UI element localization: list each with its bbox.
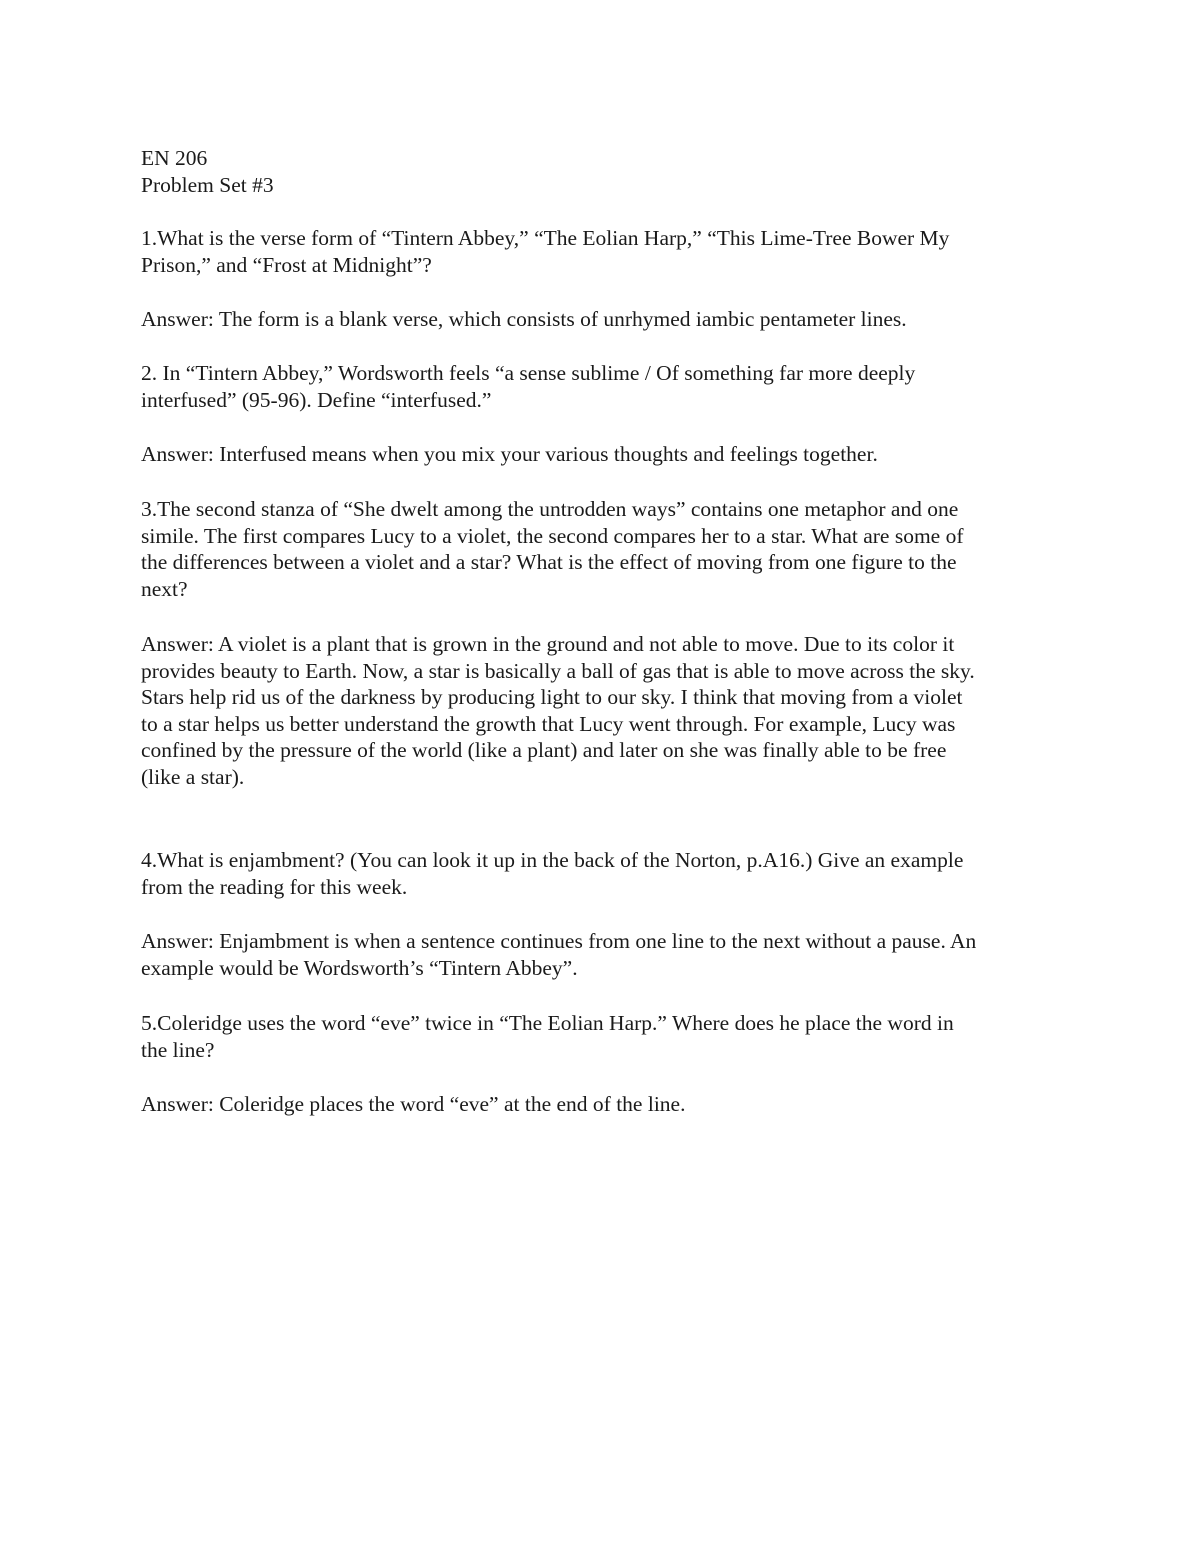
answer-line: Answer: Coleridge places the word “eve” at the end of the line.: [141, 1092, 686, 1116]
question-line: 3.The second stanza of “She dwelt among the untrodden ways” contains one metaphor and one: [141, 497, 959, 521]
answer-line: example would be Wordsworth’s “Tintern Abbey”.: [141, 955, 578, 980]
answer-4: [141, 928, 1071, 981]
question-line: simile. The first compares Lucy to a violet, the second compares her to a star. What are some of: [141, 523, 964, 548]
question-line: 5.Coleridge uses the word “eve” twice in “The Eolian Harp.” Where does he place the word in: [141, 1011, 954, 1035]
question-line: interfused” (95-96). Define “interfused.”: [141, 387, 492, 412]
answer-line: confined by the pressure of the world (like a plant) and later on she was finally able to be free: [141, 738, 947, 762]
answer-line: provides beauty to Earth. Now, a star is basically a ball of gas that is able to move across the sky.: [141, 658, 975, 683]
answer-line: Answer: Interfused means when you mix your various thoughts and feelings together.: [141, 442, 878, 466]
question-line: Prison,” and “Frost at Midnight”?: [141, 252, 432, 277]
question-line: 2. In “Tintern Abbey,” Wordsworth feels “a sense sublime / Of something far more deeply: [141, 361, 916, 385]
question-2: [141, 360, 1071, 413]
question-line: from the reading for this week.: [141, 874, 408, 899]
question-line: the differences between a violet and a star? What is the effect of moving from one figure to the: [141, 550, 957, 574]
problem-set-title: Problem Set #3: [141, 172, 274, 197]
question-line: 4.What is enjambment? (You can look it up in the back of the Norton, p.A16.) Give an example: [141, 848, 964, 872]
document-header: [141, 145, 1071, 198]
question-line: 1.What is the verse form of “Tintern Abbey,” “The Eolian Harp,” “This Lime-Tree Bower My: [141, 226, 950, 250]
answer-line: Answer: A violet is a plant that is grown in the ground and not able to move. Due to its color it: [141, 632, 955, 656]
answer-line: (like a star).: [141, 764, 245, 789]
question-line: next?: [141, 576, 188, 601]
answer-1: [141, 306, 1071, 333]
course-code: EN 206: [141, 146, 208, 170]
answer-line: Answer: The form is a blank verse, which consists of unrhymed iambic pentameter lines.: [141, 307, 907, 331]
answer-line: Stars help rid us of the darkness by producing light to our sky. I think that moving from a violet: [141, 685, 963, 709]
question-5: [141, 1010, 1071, 1063]
answer-2: [141, 441, 1071, 468]
answer-line: Answer: Enjambment is when a sentence continues from one line to the next without a pause. An: [141, 929, 977, 953]
question-3: [141, 496, 1071, 602]
question-line: the line?: [141, 1037, 215, 1062]
question-4: [141, 847, 1071, 900]
answer-line: to a star helps us better understand the growth that Lucy went through. For example, Lucy was: [141, 711, 956, 736]
answer-3: [141, 631, 1071, 790]
question-1: [141, 225, 1071, 278]
answer-5: [141, 1091, 1071, 1118]
